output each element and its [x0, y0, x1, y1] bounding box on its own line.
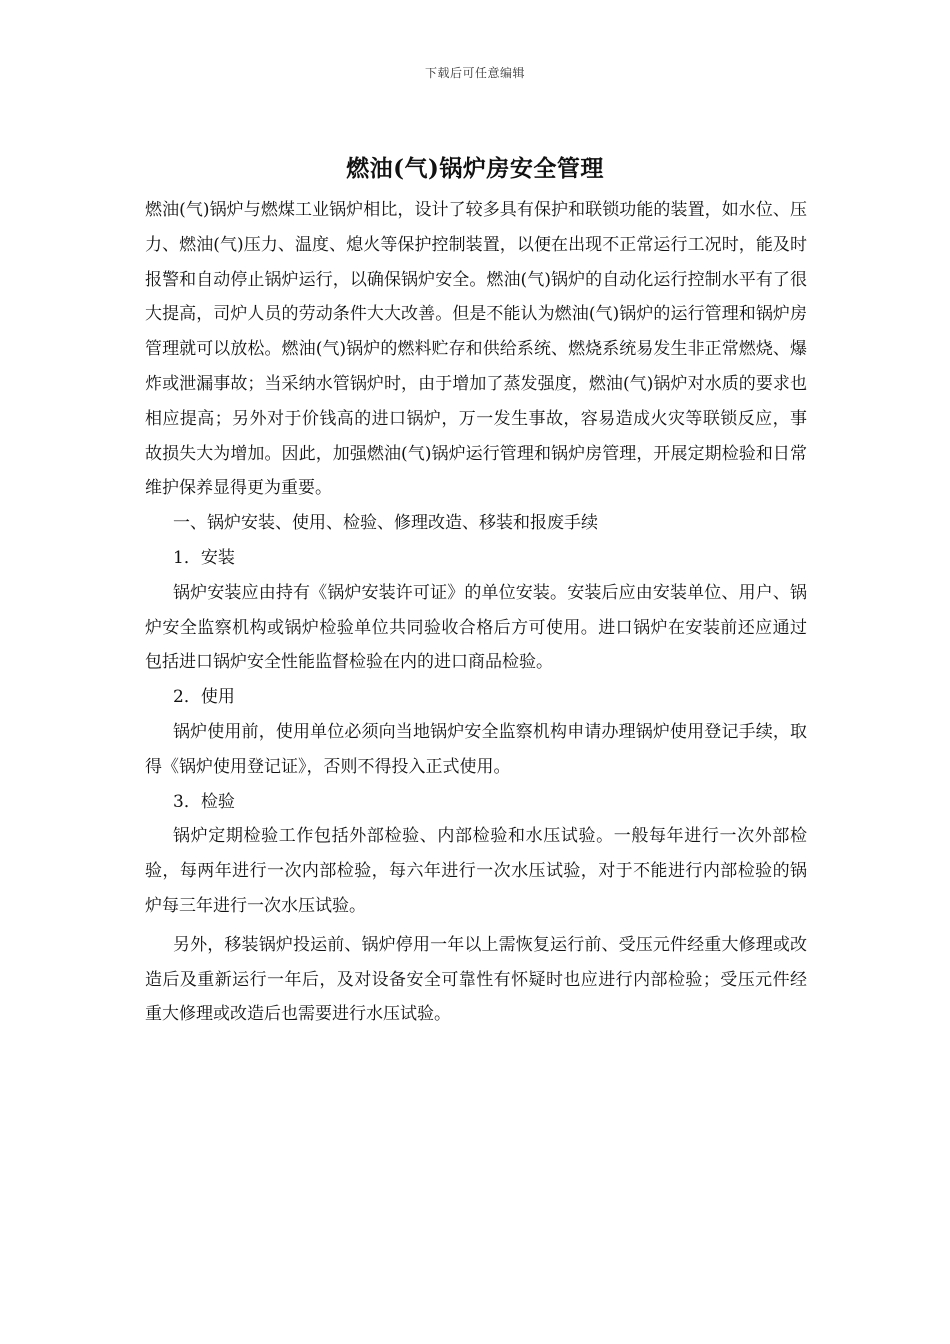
paragraph-install: 锅炉安装应由持有《锅炉安装许可证》的单位安装。安装后应由安装单位、用户、锅炉安全监察机构或锅炉检验单位共同验收合格后方可使用。进口锅炉在安装前还应通过包括进口锅炉安全性能监督检验在内的进口商品检验。 — [145, 582, 807, 673]
header-note: 下载后可任意编辑 — [424, 66, 525, 80]
document-body — [145, 193, 807, 1032]
document-title: 燃油(气)锅炉房安全管理 — [346, 155, 604, 182]
subsection-heading-use: 2．使用 — [173, 687, 235, 708]
subsection-heading-inspection: 3．检验 — [173, 791, 235, 812]
paragraph-intro: 燃油(气)锅炉与燃煤工业锅炉相比，设计了较多具有保护和联锁功能的装置，如水位、压力、燃油(气)压力、温度、熄火等保护控制装置，以便在出现不正常运行工况时，能及时报警和自动停止锅炉运行，以确保锅炉安全。燃油(气)锅炉的自动化运行控制水平有了很大提高，司炉人员的劳动条件大大改善。但是不能认为燃油(气)锅炉的运行管理和锅炉房管理就可以放松。燃油(气)锅炉的燃料贮存和供给系统、燃烧系统易发生非正常燃烧、爆炸或泄漏事故；当采纳水管锅炉时，由于增加了蒸发强度，燃油(气)锅炉对水质的要求也相应提高；另外对于价钱高的进口锅炉，万一发生事故，容易造成火灾等联锁反应，事故损失大为增加。因此，加强燃油(气)锅炉运行管理和锅炉房管理，开展定期检验和日常维护保养显得更为重要。 — [145, 200, 807, 499]
paragraph-inspection: 锅炉定期检验工作包括外部检验、内部检验和水压试验。一般每年进行一次外部检验，每两年进行一次内部检验，每六年进行一次水压试验，对于不能进行内部检验的锅炉每三年进行一次水压试验。 — [145, 826, 807, 916]
subsection-heading-install: 1．安装 — [173, 547, 235, 568]
paragraph-use: 锅炉使用前，使用单位必须向当地锅炉安全监察机构申请办理锅炉使用登记手续，取得《锅炉使用登记证》，否则不得投入正式使用。 — [145, 721, 807, 777]
paragraph-additional: 另外，移装锅炉投运前、锅炉停用一年以上需恢复运行前、受压元件经重大修理或改造后及重新运行一年后，及对设备安全可靠性有怀疑时也应进行内部检验；受压元件经重大修理或改造后也需要进行水压试验。 — [145, 934, 807, 1025]
section-heading: 一、锅炉安装、使用、检验、修理改造、移装和报废手续 — [173, 513, 598, 534]
